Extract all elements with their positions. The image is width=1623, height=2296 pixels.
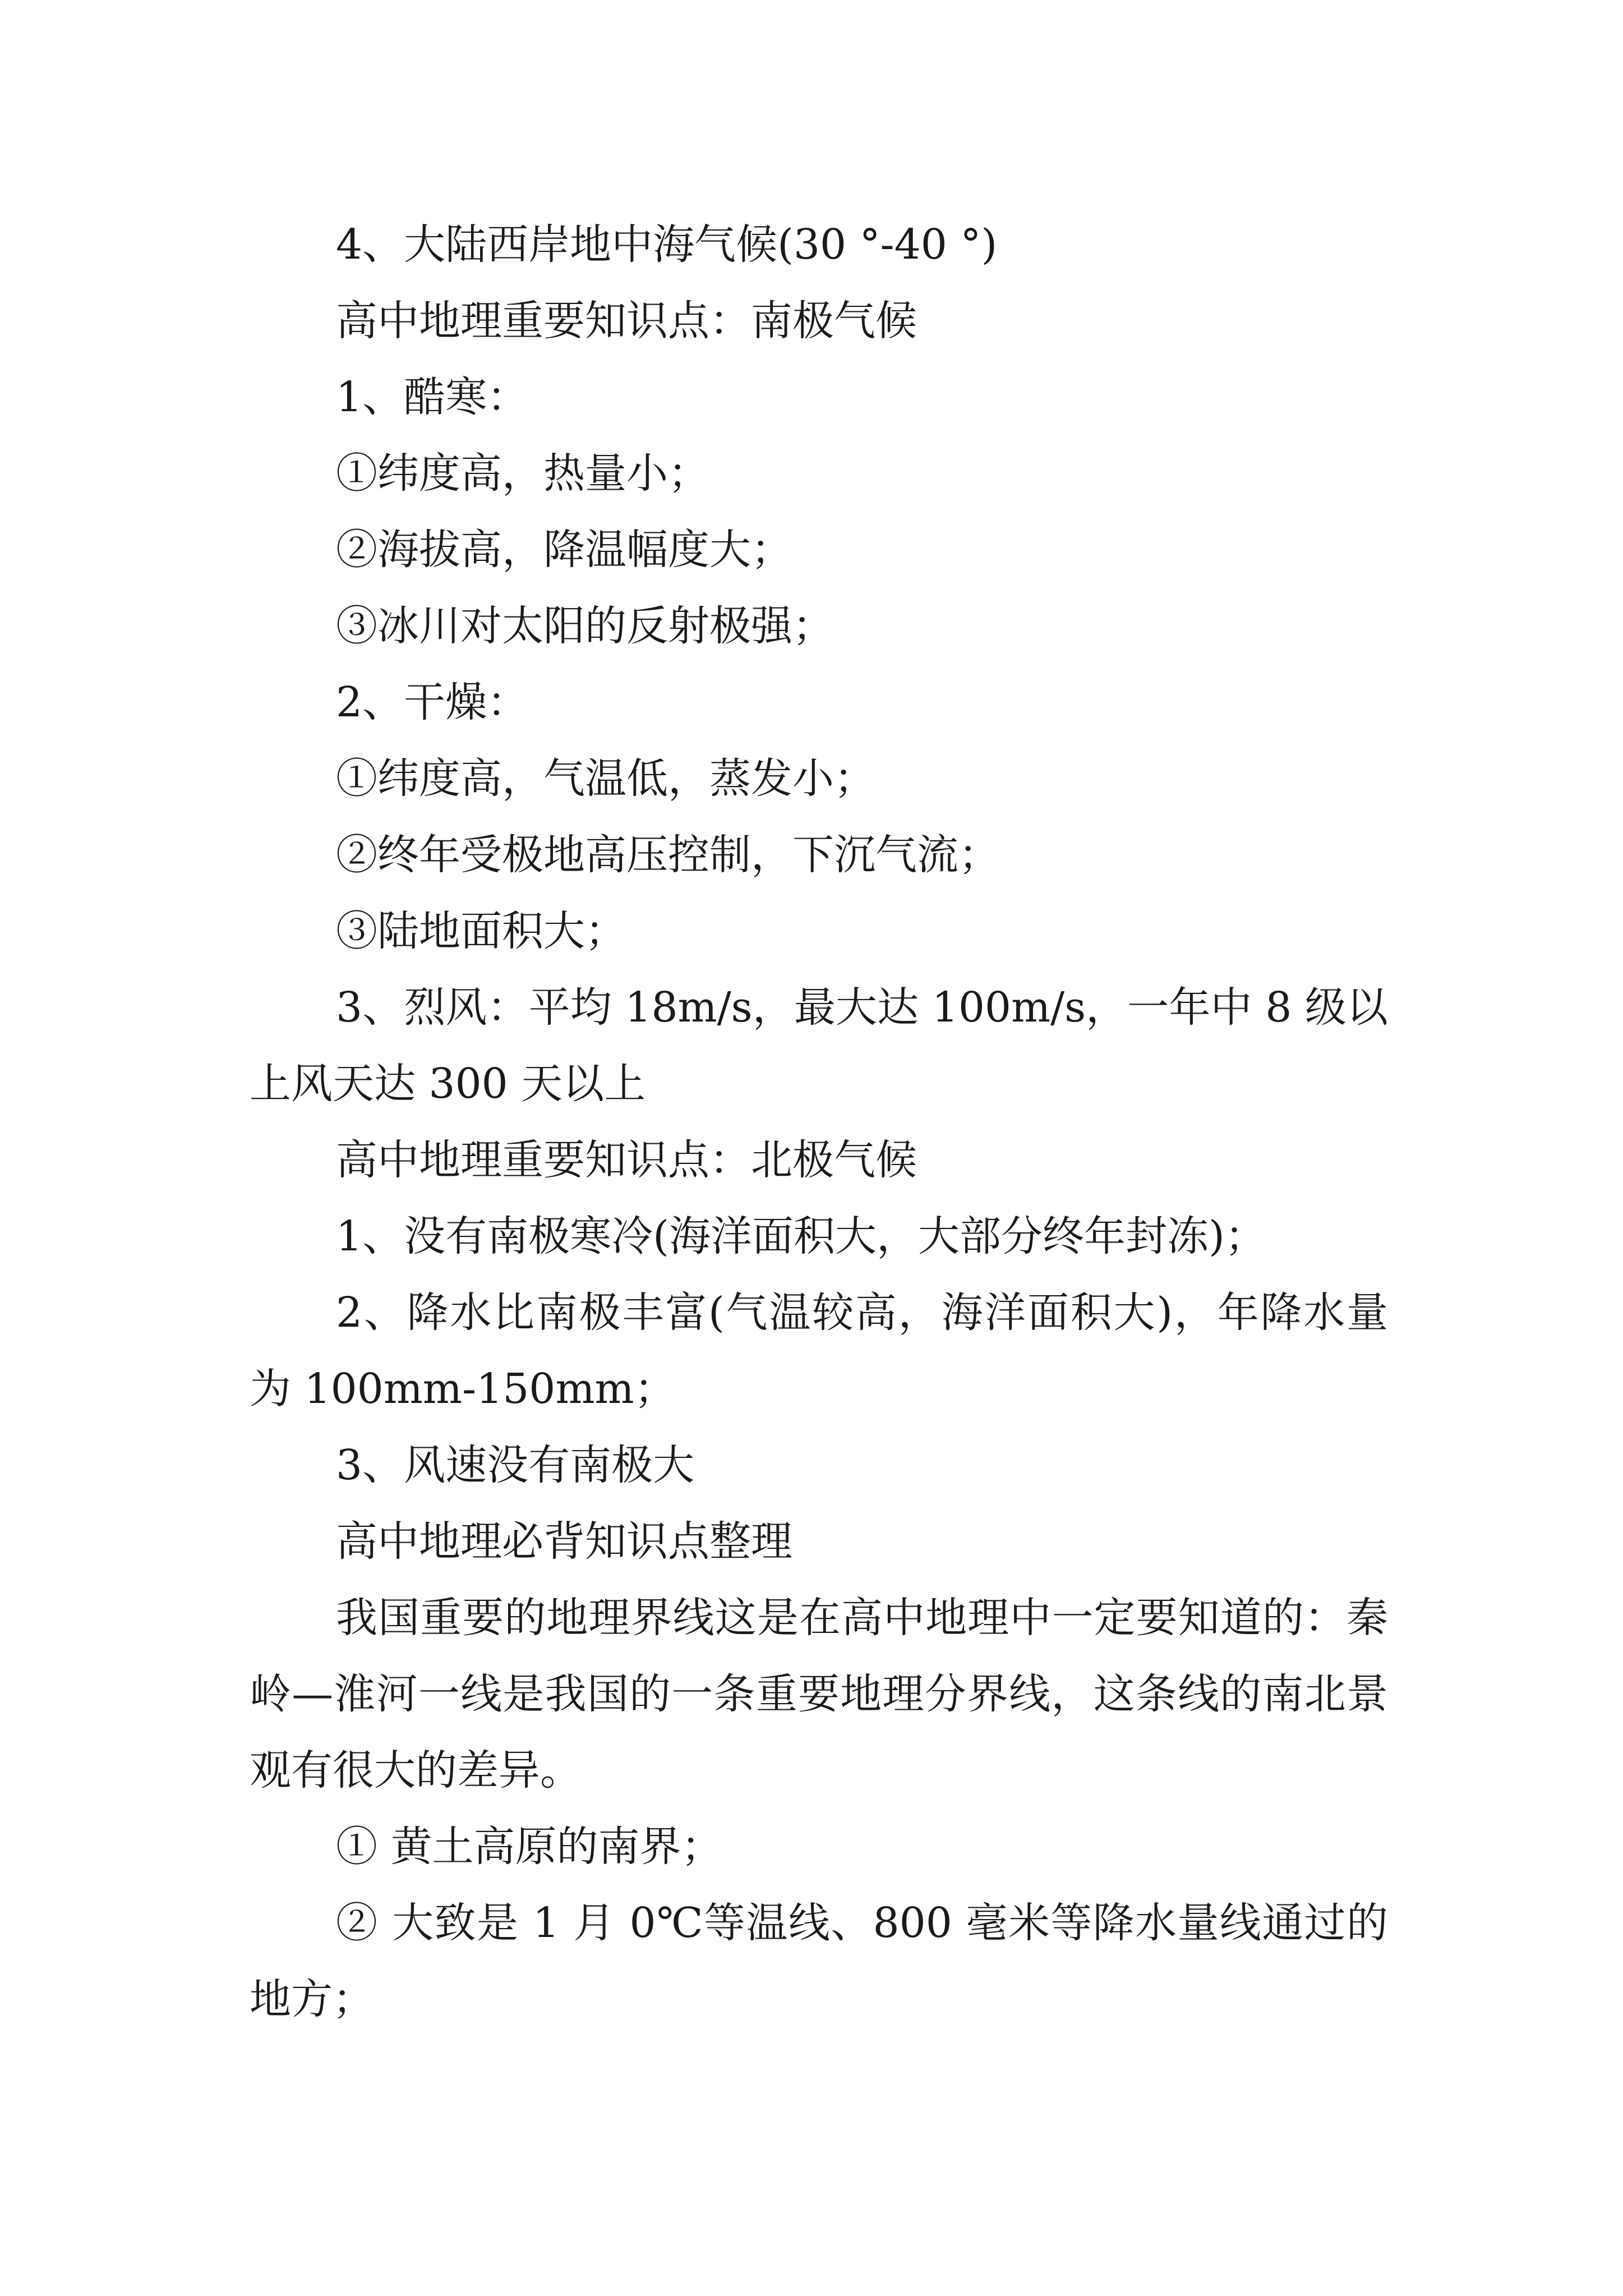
- list-item-cold-altitude: ②海拔高，降温幅度大；: [336, 526, 792, 574]
- paragraph-arctic-precipitation: 2、降水比南极丰富(气温较高，海洋面积大)，年降水量为 100mm-150mm；: [250, 1289, 1388, 1413]
- list-item-loess-plateau: ① 黄土高原的南界；: [336, 1823, 723, 1871]
- list-item-cold-latitude: ①纬度高，热量小；: [336, 449, 709, 498]
- list-item-isotherm: ② 大致是 1 月 0℃等温线、800 毫米等降水量线通过的地方；: [250, 1899, 1388, 2023]
- document-body: [250, 206, 1388, 2037]
- list-item-dry-high-pressure: ②终年受极地高压控制，下沉气流；: [336, 831, 1000, 879]
- heading-key-points: 高中地理必背知识点整理: [336, 1517, 792, 1566]
- paragraph-extreme-cold: 1、酷寒：: [336, 373, 529, 421]
- paragraph-boundary-line: 我国重要的地理界线这是在高中地理中一定要知道的：秦岭—淮河一线是我国的一条重要地理分界线，这条线的南北景观有很大的差异。: [250, 1594, 1388, 1795]
- heading-antarctic-climate: 高中地理重要知识点：南极气候: [336, 297, 917, 345]
- list-item-dry-latitude: ①纬度高，气温低，蒸发小；: [336, 754, 875, 803]
- paragraph-dry: 2、干燥：: [336, 678, 529, 726]
- paragraph-mediterranean-climate: 4、大陆西岸地中海气候(30 °-40 °): [336, 220, 998, 269]
- paragraph-strong-wind: 3、烈风：平均 18m/s，最大达 100m/s，一年中 8 级以上风天达 300 天以上: [250, 983, 1388, 1108]
- list-item-dry-land-area: ③陆地面积大；: [336, 907, 626, 955]
- heading-arctic-climate: 高中地理重要知识点：北极气候: [336, 1136, 917, 1184]
- paragraph-arctic-wind: 3、风速没有南极大: [336, 1441, 695, 1489]
- paragraph-arctic-cold: 1、没有南极寒冷(海洋面积大，大部分终年封冻)；: [336, 1212, 1266, 1260]
- list-item-cold-glacier: ③冰川对太阳的反射极强；: [336, 602, 834, 650]
